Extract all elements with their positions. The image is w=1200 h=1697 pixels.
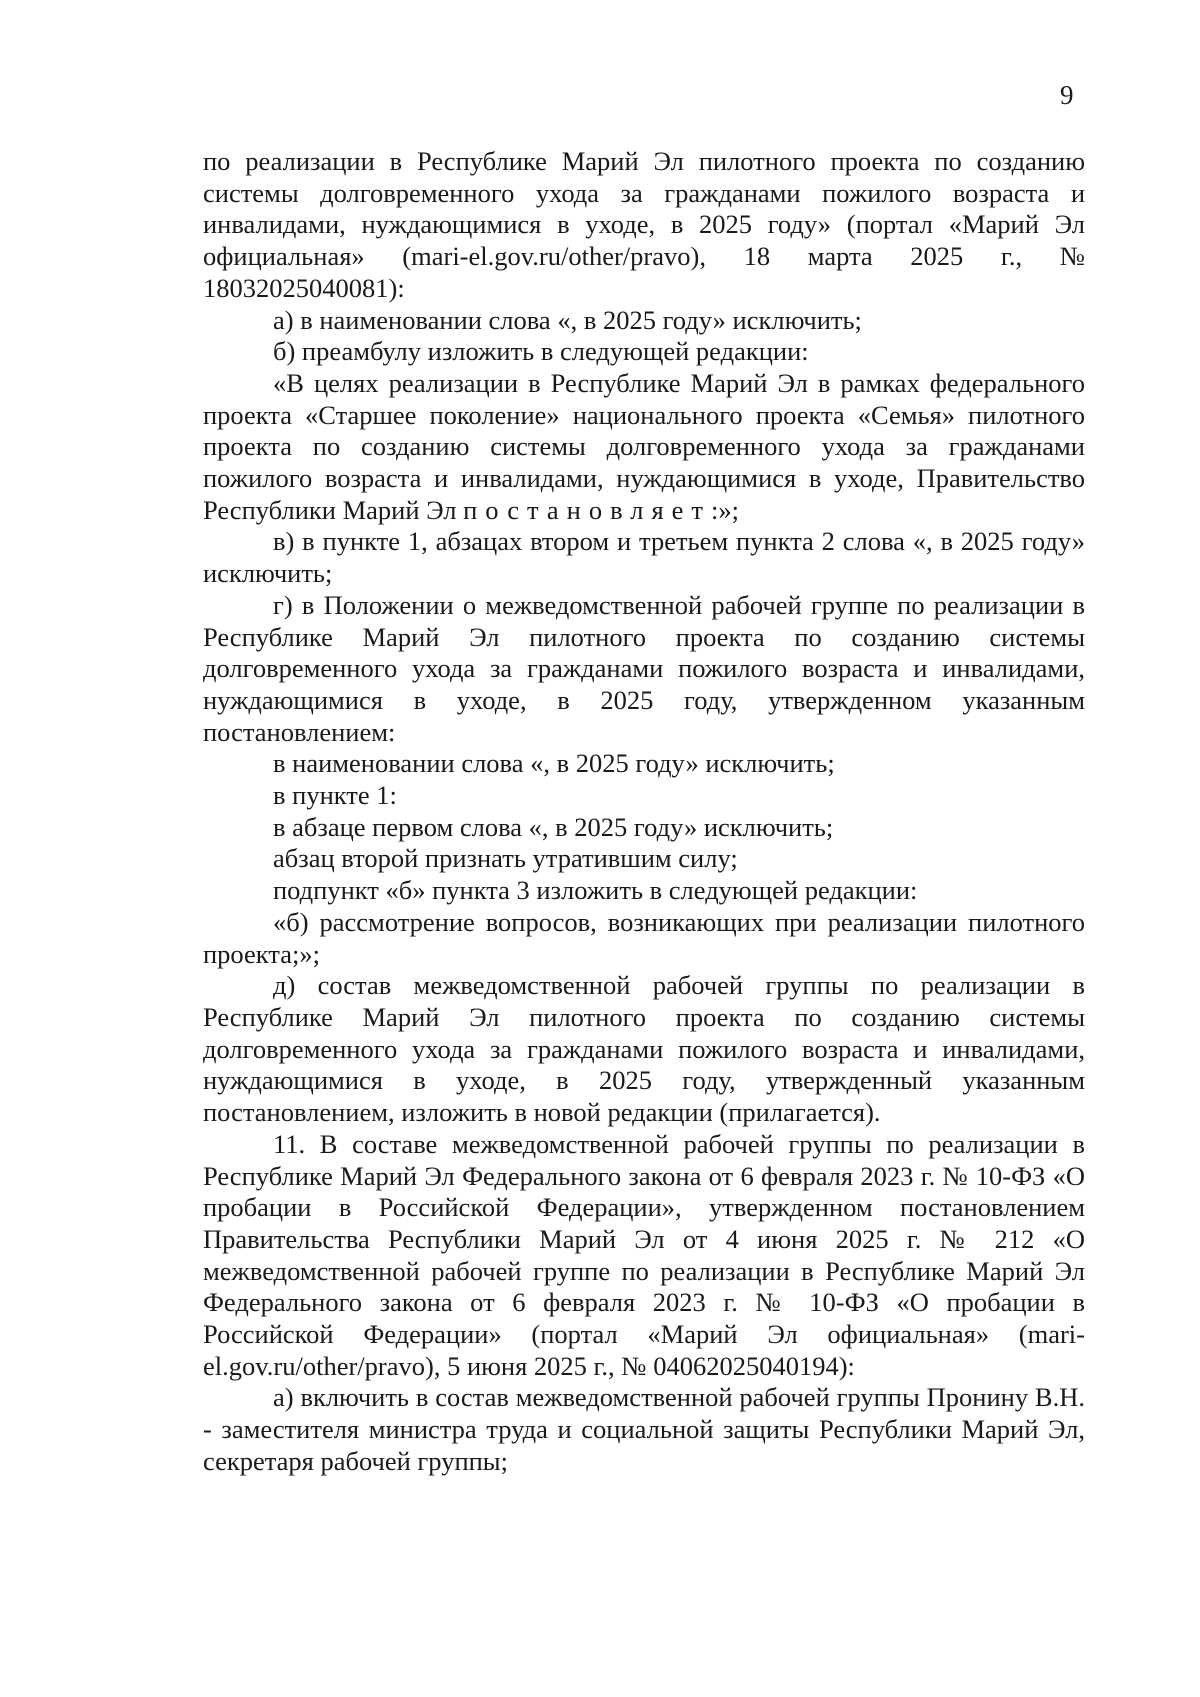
paragraph-preamble [203, 368, 1085, 527]
preamble-spaced-word: постановляет [463, 494, 711, 525]
paragraph-second-abzac: абзац второй признать утратившим силу; [273, 843, 738, 874]
paragraph-item-11-a: а) включить в состав межведомственной рабочей группы Пронину В.Н. - заместителя министра труда и социальной защиты Республики Марий Эл, секретаря рабочей группы; [203, 1382, 1085, 1476]
paragraph-point-1: в пункте 1: [273, 780, 397, 811]
preamble-text: «В целях реализации в Республике Марий Эл в рамках федерального проекта «Старшее поколение» национального проекта «Семья» пилотного проекта по созданию системы долговременного ухода за гражданами пожилого возраста и инвалидами, нуждающимися в уходе, Правительство Республики Марий Эл [203, 367, 1085, 525]
paragraph-item-g: г) в Положении о межведомственной рабочей группе по реализации в Республике Марий Эл пилотного проекта по созданию системы долговременного ухода за гражданами пожилого возраста и инвалидами, нуждающимися в уходе, в 2025 году, утвержденном указанным постановлением: [203, 589, 1085, 747]
paragraph-continuation: по реализации в Республике Марий Эл пилотного проекта по созданию системы долговременного ухода за гражданами пожилого возраста и инвалидами, нуждающимися в уходе, в 2025 году» (портал «Марий Эл официальная» (mari-el.gov.ru/other/pravo), 18 марта 2025 г., № 18032025040081): [203, 146, 1085, 303]
paragraph-item-d: д) состав межведомственной рабочей группы по реализации в Республике Марий Эл пилотного проекта по созданию системы долговременного ухода за гражданами пожилого возраста и инвалидами, нуждающимися в уходе, в 2025 году, утвержденный указанным постановлением, изложить в новой редакции (прилагается). [203, 970, 1085, 1128]
paragraph-item-b: б) преамбулу изложить в следующей редакции: [273, 336, 809, 367]
paragraph-first-abzac: в абзаце первом слова «, в 2025 году» исключить; [273, 811, 834, 842]
paragraph-item-a: а) в наименовании слова «, в 2025 году» исключить; [273, 304, 862, 335]
paragraph-item-v: в) в пункте 1, абзацах втором и третьем пункта 2 слова «, в 2025 году» исключить; [203, 526, 1085, 589]
paragraph-title-change: в наименовании слова «, в 2025 году» исключить; [273, 748, 835, 779]
document-body [203, 146, 1085, 1478]
paragraph-subpoint-b-text: «б) рассмотрение вопросов, возникающих при реализации пилотного проекта;»; [203, 906, 1085, 969]
page-number: 9 [1060, 80, 1074, 110]
paragraph-subpoint-b: подпункт «б» пункта 3 изложить в следующей редакции: [273, 875, 918, 906]
preamble-ending: :»; [711, 494, 739, 525]
paragraph-item-11: 11. В составе межведомственной рабочей группы по реализации в Республике Марий Эл Федерального закона от 6 февраля 2023 г. № 10-ФЗ «О пробации в Российской Федерации», утвержденном постановлением Правительства Республики Марий Эл от 4 июня 2025 г. № 212 «О межведомственной рабочей группе по реализации в Республике Марий Эл Федерального закона от 6 февраля 2023 г. № 10-ФЗ «О пробации в Российской Федерации» (портал «Марий Эл официальная» (mari-el.gov.ru/other/pravo), 5 июня 2025 г., № 04062025040194): [203, 1128, 1085, 1381]
